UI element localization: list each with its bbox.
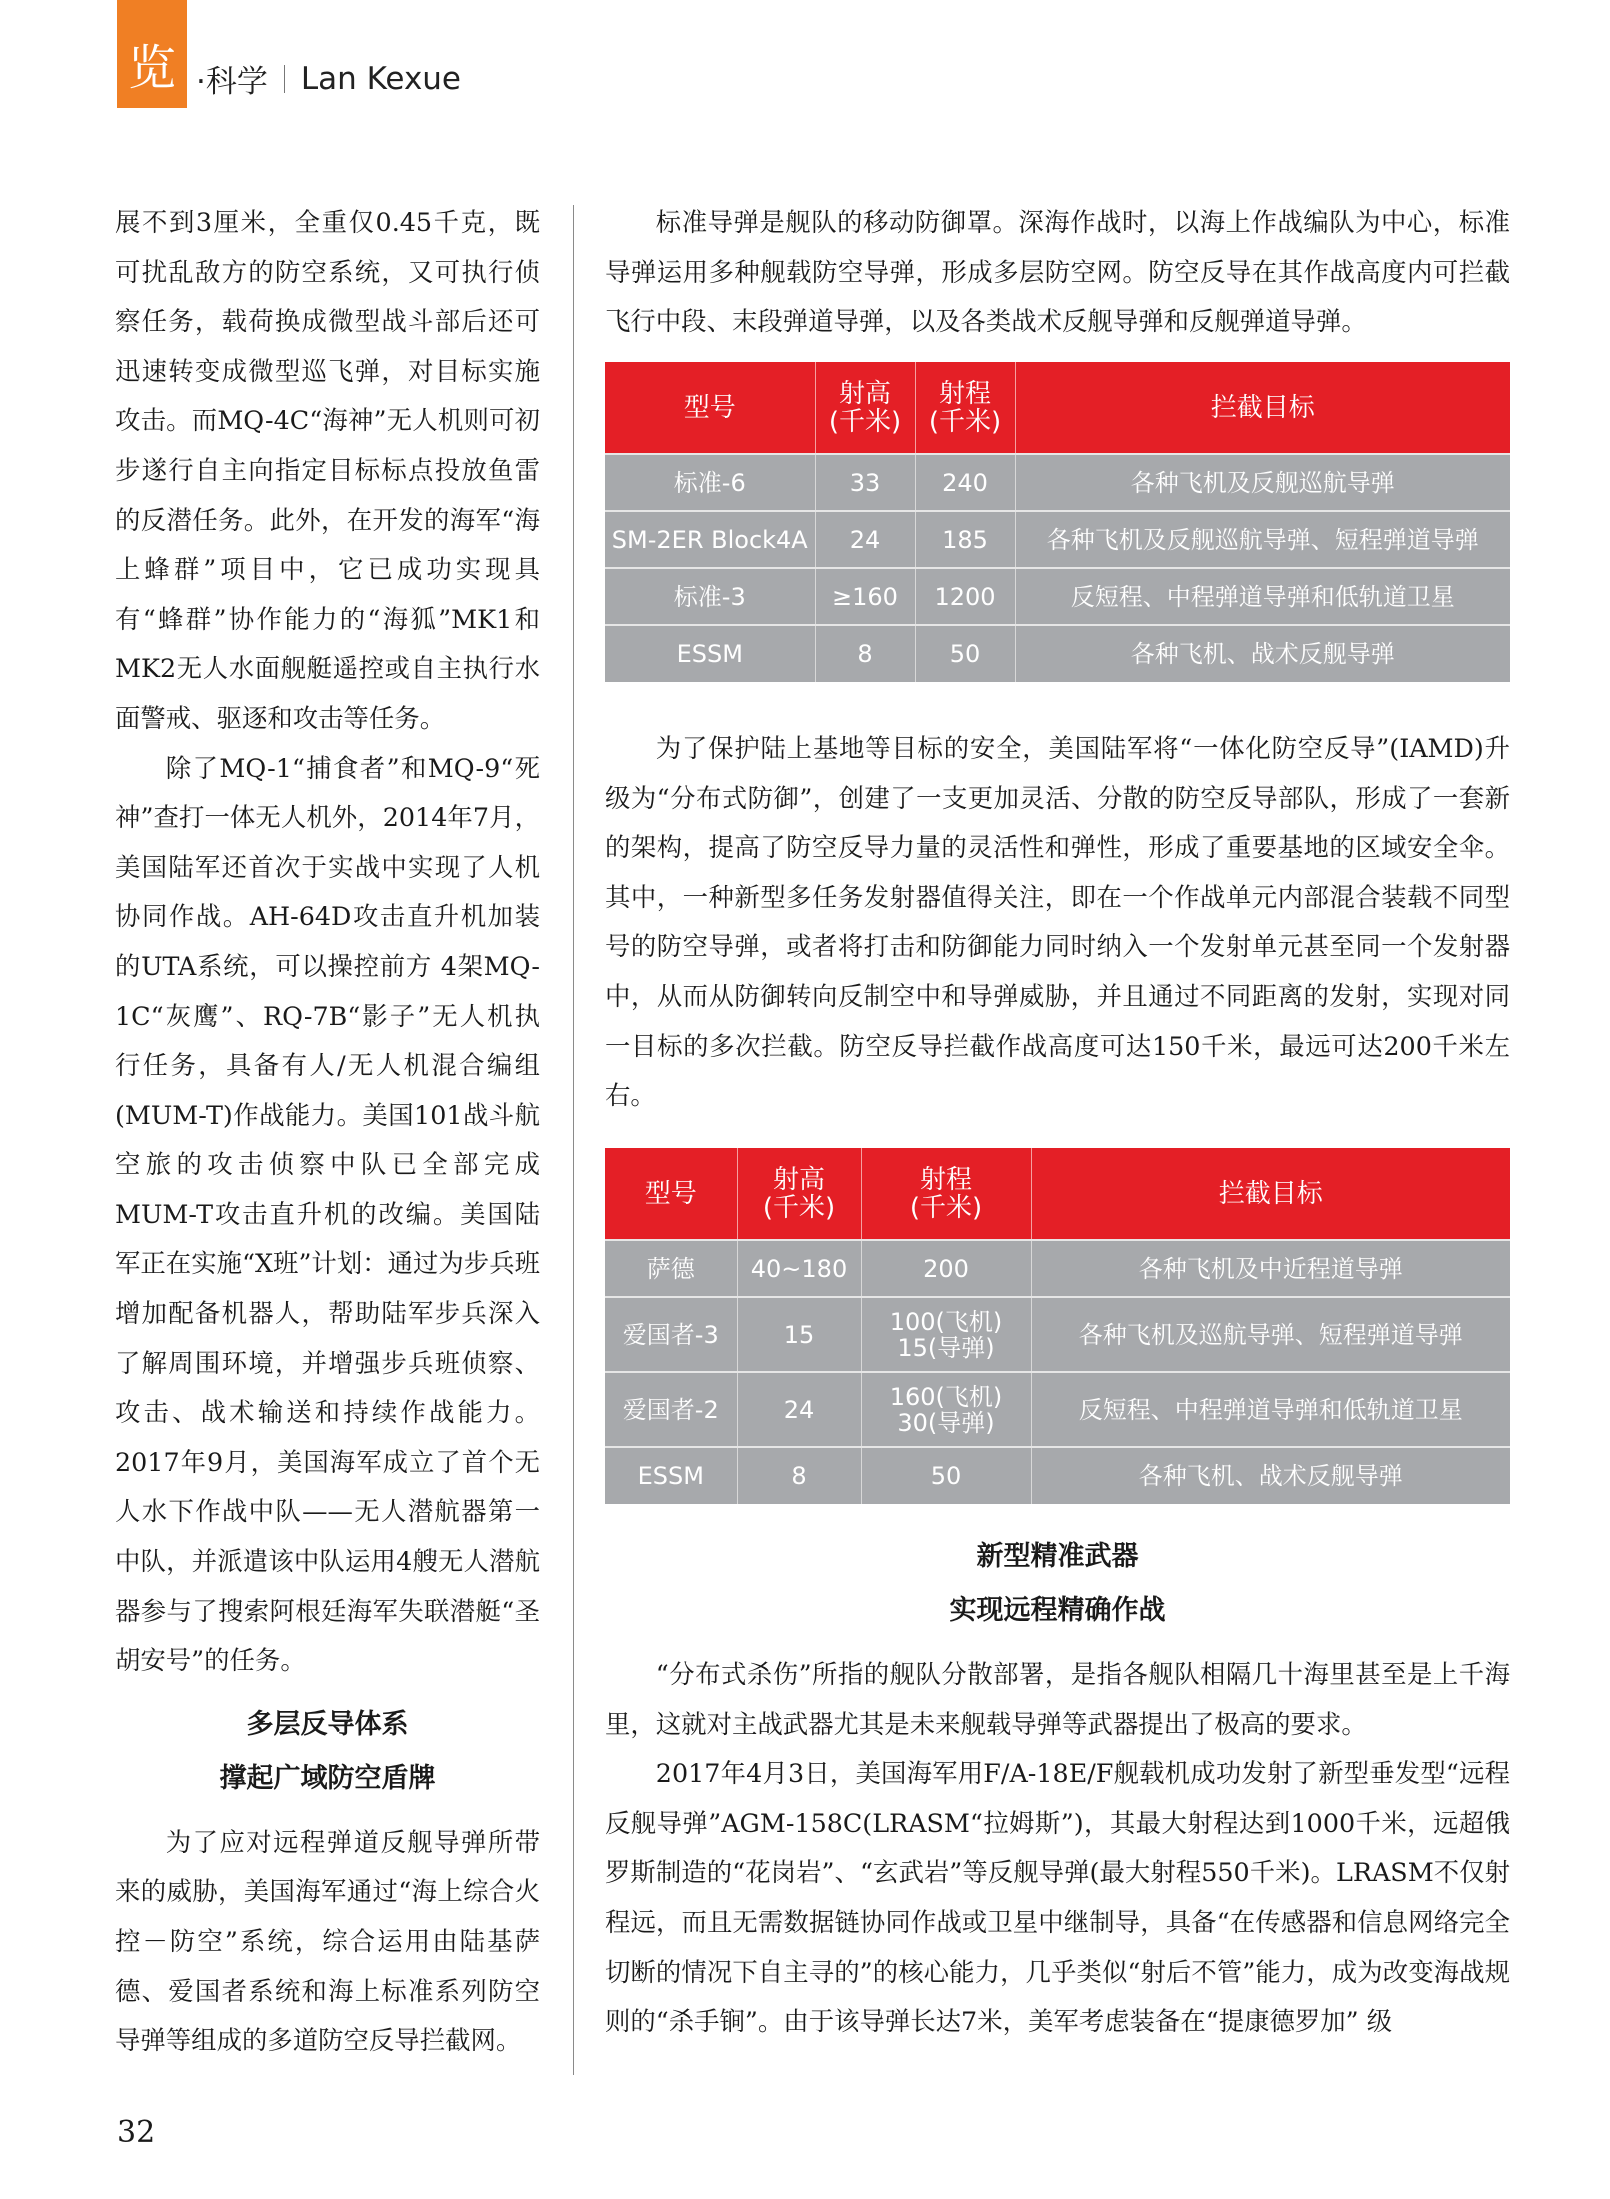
section-english: Lan Kexue xyxy=(300,60,462,97)
right-paragraph-2-block xyxy=(605,724,1510,1121)
table-cell: 标准-3 xyxy=(605,568,815,625)
table-cell: 反短程、中程弹道导弹和低轨道卫星 xyxy=(1015,568,1510,625)
table-cell: 200 xyxy=(861,1240,1031,1297)
section-heading-precision xyxy=(605,1530,1510,1638)
section-heading-defense xyxy=(115,1698,540,1806)
table-cell: ESSM xyxy=(605,625,815,682)
table-row xyxy=(605,1372,1510,1447)
table-cell: 反短程、中程弹道导弹和低轨道卫星 xyxy=(1031,1372,1510,1447)
table-cell: 15 xyxy=(737,1297,861,1372)
table-cell: 160(飞机) 30(导弹) xyxy=(861,1372,1031,1447)
table-row xyxy=(605,1240,1510,1297)
section-name: ·科学 xyxy=(196,64,268,100)
table-header-cell: 拦截目标 xyxy=(1015,362,1510,454)
table-cell: 萨德 xyxy=(605,1240,737,1297)
header-title xyxy=(196,56,461,101)
right-paragraph-1-block xyxy=(605,198,1510,347)
right-lower-block xyxy=(605,1530,1510,2047)
table-row xyxy=(605,1447,1510,1504)
table-cell: 标准-6 xyxy=(605,454,815,511)
table-cell: SM-2ER Block4A xyxy=(605,511,815,568)
table-cell: 各种飞机、战术反舰导弹 xyxy=(1031,1447,1510,1504)
table-cell: 50 xyxy=(861,1447,1031,1504)
table-row xyxy=(605,511,1510,568)
navy-missile-table xyxy=(605,362,1510,682)
table-cell: 8 xyxy=(737,1447,861,1504)
heading-line-2: 实现远程精确作战 xyxy=(949,1595,1166,1626)
table-header-cell: 型号 xyxy=(605,1148,737,1240)
table-cell: 各种飞机及巡航导弹、短程弹道导弹 xyxy=(1031,1297,1510,1372)
table-cell: 24 xyxy=(737,1372,861,1447)
table-cell: 24 xyxy=(815,511,915,568)
table-header-cell: 射程 (千米) xyxy=(915,362,1015,454)
table-cell: 1200 xyxy=(915,568,1015,625)
left-paragraph-2: 除了MQ-1“捕食者”和MQ-9“死神”查打一体无人机外，2014年7月，美国陆军还首次于实战中实现了人机协同作战。AH-64D攻击直升机加装的UTA系统，可以操控前方 4架MQ-1C“灰鹰”、RQ-7B“影子”无人机执行任务，具备有人/无人机混合编组(MUM-T)作战能力。美国101战斗航空旅的攻击侦察中队已全部完成MUM-T攻击直升机的改编。美国陆军正在实施“X班”计划：通过为步兵班增加配备机器人，帮助陆军步兵深入了解周围环境，并增强步兵班侦察、攻击、战术输送和持续作战能力。2017年9月，美国海军成立了首个无人水下作战中队——无人潜航器第一中队，并派遣该中队运用4艘无人潜航器参与了搜索阿根廷海军失联潜艇“圣胡安号”的任务。 xyxy=(115,752,540,1676)
table-header-cell: 射程 (千米) xyxy=(861,1148,1031,1240)
table-header-cell: 型号 xyxy=(605,362,815,454)
table-row xyxy=(605,568,1510,625)
column-divider xyxy=(573,205,574,2075)
table-cell: ESSM xyxy=(605,1447,737,1504)
table-cell: 各种飞机及中近程道导弹 xyxy=(1031,1240,1510,1297)
army-missile-table xyxy=(605,1148,1510,1504)
table-cell: 100(飞机) 15(导弹) xyxy=(861,1297,1031,1372)
heading-line-1: 多层反导体系 xyxy=(246,1708,409,1740)
table-cell: 33 xyxy=(815,454,915,511)
left-column xyxy=(115,198,540,2066)
table-row xyxy=(605,454,1510,511)
table-header-cell: 射高 (千米) xyxy=(815,362,915,454)
table-cell: ≥160 xyxy=(815,568,915,625)
table-cell: 爱国者-3 xyxy=(605,1297,737,1372)
table-cell: 50 xyxy=(915,625,1015,682)
table-row xyxy=(605,625,1510,682)
heading-line-1: 新型精准武器 xyxy=(976,1541,1139,1572)
table-cell: 各种飞机及反舰巡航导弹、短程弹道导弹 xyxy=(1015,511,1510,568)
left-paragraph-3: 为了应对远程弹道反舰导弹所带来的威胁，美国海军通过“海上综合火控－防空”系统，综合运用由陆基萨德、爱国者系统和海上标准系列防空导弹等组成的多道防空反导拦截网。 xyxy=(115,1826,540,2056)
left-paragraph-1: 展不到3厘米，全重仅0.45千克，既可扰乱敌方的防空系统，又可执行侦察任务，载荷换成微型战斗部后还可迅速转变成微型巡飞弹，对目标实施攻击。而MQ-4C“海神”无人机则可初步遂行自主向指定目标标点投放鱼雷的反潜任务。此外，在开发的海军“海上蜂群”项目中，它已成功实现具有“蜂群”协作能力的“海狐”MK1和MK2无人水面舰艇遥控或自主执行水面警戒、驱逐和攻击等任务。 xyxy=(115,207,540,733)
right-paragraph-4: 2017年4月3日，美国海军用F/A-18E/F舰载机成功发射了新型垂发型“远程反舰导弹”AGM-158C(LRASM“拉姆斯”)，其最大射程达到1000千米，远超俄罗斯制造的“花岗岩”、“玄武岩”等反舰导弹(最大射程550千米)。LRASM不仅射程远，而且无需数据链协同作战或卫星中继制导，具备“在传感器和信息网络完全切断的情况下自主寻的”的核心能力，几乎类似“射后不管”能力，成为改变海战规则的“杀手锏”。由于该导弹长达7米，美军考虑装备在“提康德罗加” 级 xyxy=(605,1758,1510,2037)
table-cell: 8 xyxy=(815,625,915,682)
page-number: 32 xyxy=(117,2115,156,2150)
right-paragraph-3: “分布式杀伤”所指的舰队分散部署，是指各舰队相隔几十海里甚至是上千海里，这就对主战武器尤其是未来舰载导弹等武器提出了极高的要求。 xyxy=(605,1659,1510,1739)
table-row xyxy=(605,1297,1510,1372)
right-paragraph-2: 为了保护陆上基地等目标的安全，美国陆军将“一体化防空反导”(IAMD)升级为“分布式防御”，创建了一支更加灵活、分散的防空反导部队，形成了一套新的架构，提高了防空反导力量的灵活性和弹性，形成了重要基地的区域安全伞。其中，一种新型多任务发射器值得关注，即在一个作战单元内部混合装载不同型号的防空导弹，或者将打击和防御能力同时纳入一个发射单元甚至同一个发射器中，从而从防御转向反制空中和导弹威胁，并且通过不同距离的发射，实现对同一目标的多次拦截。防空反导拦截作战高度可达150千米，最远可达200千米左右。 xyxy=(605,733,1510,1111)
right-paragraph-1: 标准导弹是舰队的移动防御罩。深海作战时，以海上作战编队为中心，标准导弹运用多种舰载防空导弹，形成多层防空网。防空反导在其作战高度内可拦截飞行中段、末段弹道导弹，以及各类战术反舰导弹和反舰弹道导弹。 xyxy=(605,207,1510,337)
table-cell: 各种飞机、战术反舰导弹 xyxy=(1015,625,1510,682)
table-header-cell: 拦截目标 xyxy=(1031,1148,1510,1240)
table-cell: 185 xyxy=(915,511,1015,568)
table-cell: 各种飞机及反舰巡航导弹 xyxy=(1015,454,1510,511)
logo-char: 览 xyxy=(127,40,176,96)
table-cell: 40~180 xyxy=(737,1240,861,1297)
table-header-cell: 射高 (千米) xyxy=(737,1148,861,1240)
header-divider xyxy=(284,65,285,93)
table-cell: 240 xyxy=(915,454,1015,511)
heading-line-2: 撑起广域防空盾牌 xyxy=(219,1762,436,1794)
table-cell: 爱国者-2 xyxy=(605,1372,737,1447)
magazine-logo xyxy=(117,0,187,108)
